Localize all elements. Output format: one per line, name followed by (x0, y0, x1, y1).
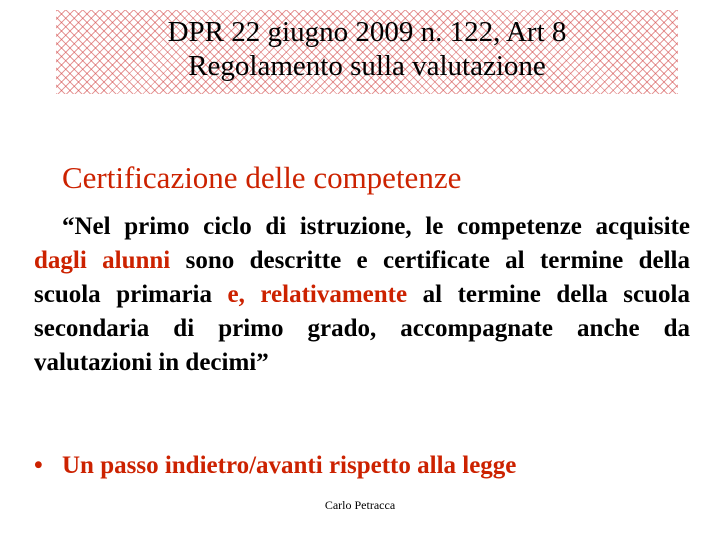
quote-highlight-alunni: dagli alunni (34, 247, 171, 274)
bullet-icon: • (34, 452, 43, 479)
quote-text-part3: sono descritte e certificate al termine della scuola primaria (34, 247, 690, 308)
section-heading: Certificazione delle competenze (62, 160, 462, 195)
quote-paragraph (34, 210, 690, 380)
page-title-line1: DPR 22 giugno 2009 n. 122, Art 8 (167, 16, 567, 48)
quote-text-part1: “Nel primo ciclo di istruzione, le competenze acquisite (62, 213, 690, 240)
page-title-line2: Regolamento sulla valutazione (188, 50, 546, 82)
bullet-item (34, 449, 516, 483)
author-footer: Carlo Petracca (324, 498, 396, 512)
quote-text-part5: al termine della scuola secondaria di primo grado, accompagnate anche da valutazioni in decimi” (34, 281, 690, 376)
title-banner (56, 10, 678, 94)
quote-highlight-relativamente: e, relativamente (227, 281, 408, 308)
bullet-text: Un passo indietro/avanti rispetto alla legge (62, 452, 517, 479)
